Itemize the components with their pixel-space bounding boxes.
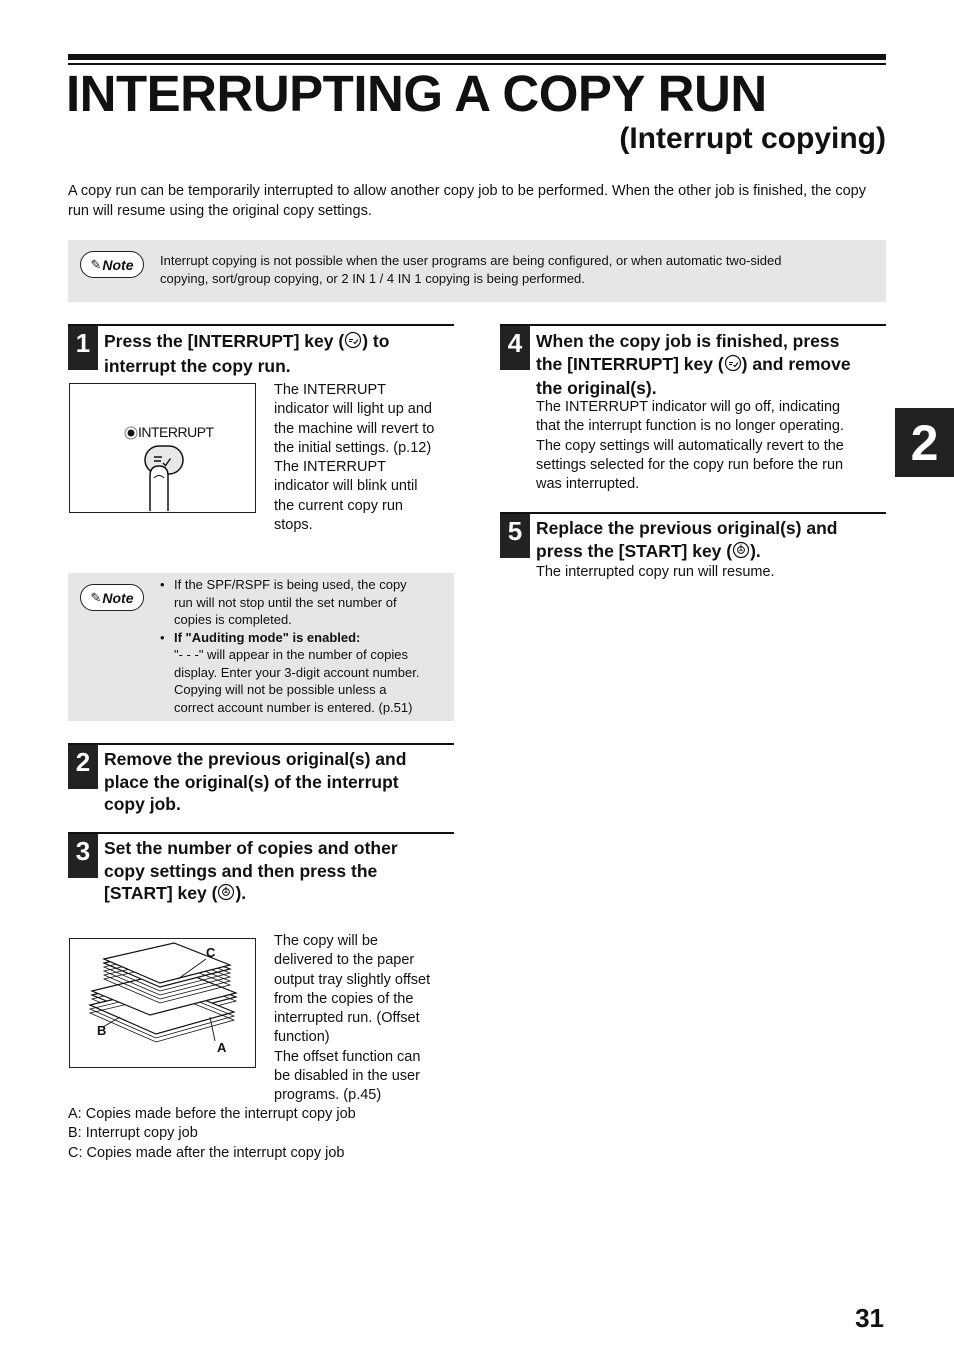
- chapter-tab: 2: [895, 408, 954, 477]
- step-3-heading-part: [START] key (: [104, 883, 218, 903]
- legend-item: A: Copies made before the interrupt copy job: [68, 1106, 356, 1122]
- step-1-heading-line: interrupt the copy run.: [104, 355, 291, 376]
- step-5-heading-line: Replace the previous original(s) and: [536, 518, 838, 538]
- note-bullet: [159, 576, 451, 629]
- step-1-body: [274, 381, 459, 535]
- note-badge: [80, 251, 144, 278]
- note-bullet-line: run will not stop until the set number of: [174, 594, 397, 610]
- note-bullet-line: correct account number is entered. (p.51): [174, 699, 413, 715]
- note-bullet-line: display. Enter your 3-digit account number.: [174, 664, 420, 680]
- note-badge-label: Note: [102, 589, 134, 606]
- step-4-body-line: The INTERRUPT indicator will go off, indicating: [536, 399, 841, 415]
- step-1-body-line: The INTERRUPT: [274, 459, 386, 476]
- step-2-number: 2: [68, 745, 98, 789]
- step-5-heading-part: ).: [750, 540, 761, 561]
- step-4-rule: [500, 324, 886, 326]
- step-3-body-line: function): [274, 1029, 330, 1046]
- step-1-body-line: indicator will light up and: [274, 401, 432, 418]
- step-4-body-line: was interrupted.: [536, 476, 640, 493]
- legend-item: C: Copies made after the interrupt copy job: [68, 1144, 345, 1161]
- interrupt-figure-label: INTERRUPT: [138, 424, 214, 440]
- note-bullet-line: "- - -" will appear in the number of copies: [174, 647, 408, 662]
- start-key-icon: [732, 541, 750, 565]
- step-1-number: 1: [68, 326, 98, 370]
- intro-paragraph: A copy run can be temporarily interrupted to allow another copy job to be performed. When the other job is finished, the copy run will resume using the original copy settings.: [68, 183, 866, 219]
- step-4-heading-line: When the copy job is finished, press: [536, 331, 840, 351]
- step-4-number: 4: [500, 326, 530, 370]
- step-2-heading-line: copy job.: [104, 794, 181, 814]
- step-5-body: The interrupted copy run will resume.: [536, 564, 775, 580]
- interrupt-key-illustration: [70, 384, 254, 511]
- note-middle-list: [159, 576, 451, 716]
- step-1-body-line: the current copy run: [274, 497, 403, 514]
- step-3-heading: [104, 837, 454, 907]
- note-bullet-line: copies is completed.: [174, 612, 292, 627]
- step-4-heading-part: the [INTERRUPT] key (: [536, 353, 724, 374]
- step-3-heading-line: copy settings and then press the: [104, 860, 378, 881]
- step-1-heading-part: Press the [INTERRUPT] key (: [104, 331, 345, 351]
- offset-output-figure: [69, 938, 256, 1068]
- step-4-body-line: settings selected for the copy run before the run: [536, 456, 844, 473]
- step-3-body-line: be disabled in the user: [274, 1068, 420, 1085]
- note-top-line: copying, sort/group copying, or 2 IN 1 / 4 IN 1 copying is being performed.: [160, 270, 585, 286]
- interrupt-key-figure: [69, 383, 256, 513]
- page-subtitle: (Interrupt copying): [619, 122, 886, 155]
- step-3-number: 3: [68, 834, 98, 878]
- step-1-rule: [68, 324, 454, 326]
- step-2-heading-line: Remove the previous original(s) and: [104, 749, 407, 769]
- step-5-rule: [500, 512, 886, 514]
- note-badge: [80, 584, 144, 611]
- note-top-line: Interrupt copying is not possible when the user programs are being configured, or when automatic two-sided: [160, 253, 782, 268]
- step-1-heading: [104, 330, 454, 377]
- step-4-heading: [536, 330, 886, 400]
- page-title: INTERRUPTING A COPY RUN: [66, 65, 767, 122]
- note-bullet-line: Copying will not be possible unless a: [174, 682, 387, 697]
- legend-item: B: Interrupt copy job: [68, 1125, 198, 1142]
- step-1-body-line: the initial settings. (p.12): [274, 439, 432, 456]
- step-1-body-line: the machine will revert to: [274, 420, 435, 437]
- step-3-body-line: from the copies of the: [274, 990, 414, 1007]
- step-4-heading-part: ) and remove: [741, 353, 851, 374]
- pencil-icon: ✎: [90, 256, 102, 272]
- step-2-heading-line: place the original(s) of the interrupt: [104, 771, 399, 792]
- step-5-number: 5: [500, 514, 530, 558]
- figure-label-c: C: [206, 945, 216, 960]
- interrupt-key-icon: [724, 354, 742, 378]
- page-number: 31: [855, 1303, 884, 1333]
- step-1-body-line: stops.: [274, 517, 313, 534]
- header-rule-thick: [68, 54, 886, 60]
- figure-label-b: B: [97, 1023, 107, 1038]
- step-4-body: [536, 398, 888, 494]
- note-bullet: [159, 629, 451, 717]
- figure-legend: [68, 1105, 458, 1163]
- step-1-body-line: The INTERRUPT: [274, 382, 386, 398]
- note-box-top: [68, 240, 886, 302]
- step-3-body-line: The offset function can: [274, 1048, 421, 1065]
- offset-stack-illustration: [70, 939, 254, 1066]
- step-3-body-line: programs. (p.45): [274, 1087, 382, 1104]
- note-box-middle: [68, 573, 454, 721]
- pencil-icon: ✎: [90, 589, 102, 605]
- interrupt-key-icon: [344, 331, 362, 355]
- figure-label-a: A: [217, 1040, 227, 1055]
- start-key-icon: [217, 883, 235, 907]
- step-1-body-line: indicator will blink until: [274, 478, 418, 495]
- step-3-heading-line: Set the number of copies and other: [104, 838, 398, 858]
- step-4-body-line: that the interrupt function is no longer operating.: [536, 418, 844, 435]
- step-2-rule: [68, 743, 454, 745]
- step-5-heading: [536, 517, 886, 564]
- step-3-body-line: delivered to the paper: [274, 952, 415, 969]
- step-4-body-line: The copy settings will automatically revert to the: [536, 437, 844, 454]
- note-badge-label: Note: [102, 256, 134, 273]
- note-bullet-line: • If the SPF/RSPF is being used, the copy: [174, 577, 407, 592]
- step-3-body-line: The copy will be: [274, 933, 378, 949]
- step-3-body-line: output tray slightly offset: [274, 971, 431, 988]
- step-4-heading-line: the original(s).: [536, 378, 657, 398]
- step-3-body-line: interrupted run. (Offset: [274, 1010, 420, 1027]
- step-3-heading-part: ).: [235, 883, 247, 903]
- step-3-rule: [68, 832, 454, 834]
- step-5-heading-part: press the [START] key (: [536, 540, 733, 561]
- step-2-heading: [104, 748, 454, 816]
- note-top-text: [160, 252, 880, 287]
- step-3-body: [274, 932, 459, 1106]
- note-bullet-heading: • If "Auditing mode" is enabled:: [174, 629, 361, 645]
- step-1-heading-part: ) to: [362, 331, 390, 351]
